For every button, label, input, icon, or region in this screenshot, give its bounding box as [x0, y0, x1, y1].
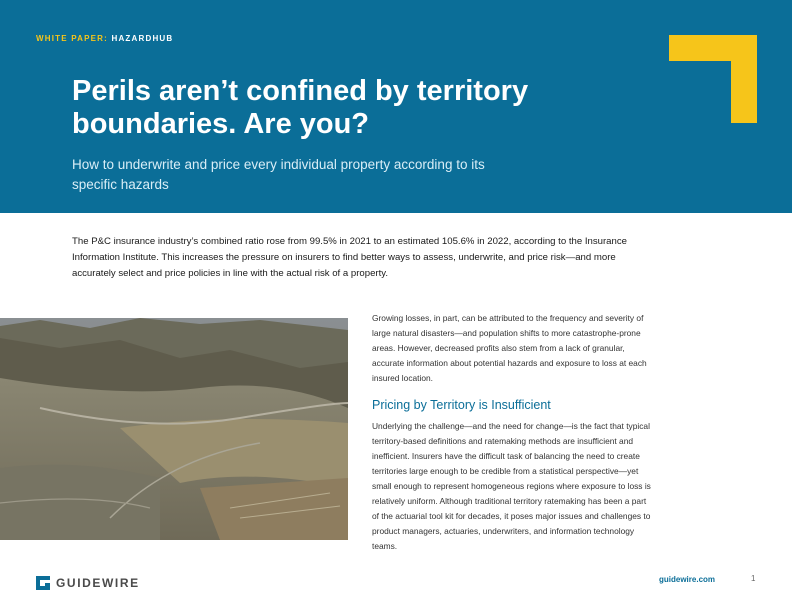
guidewire-logo-icon	[36, 576, 50, 590]
brand-name: GUIDEWIRE	[56, 576, 140, 590]
intro-paragraph: The P&C insurance industry’s combined ratio rose from 99.5% in 2021 to an estimated 105.6% in 2022, according to the Insurance Information Institute. This increases the pressure on insurers to find better ways to assess, underwrite, and price risk—and more accurately select and price policies in line with the actual risk of a property.	[72, 236, 627, 279]
body-column	[372, 311, 652, 554]
section-heading: Pricing by Territory is Insufficient	[372, 398, 551, 412]
page-title: Perils aren’t confined by territory boundaries. Are you?	[72, 75, 529, 140]
body-paragraph: Underlying the challenge—and the need for change—is the fact that typical territory-based definitions and ratemaking methods are insufficient and inefficient. Insurers have the difficult task of balancing the need to create territories large enough to be credible from a statistical perspective—yet small enough to represent homogeneous regions where exposure to loss is relatively uniform. Although traditional territory ratemaking has been a part of the actuarial tool kit for decades, it poses major issues and challenges to product managers, actuaries, underwriters, and information technology teams.	[372, 421, 651, 551]
page-subtitle: How to underwrite and price every individual property according to its specific hazards	[72, 157, 485, 192]
corner-bracket-icon	[669, 35, 757, 123]
guidewire-logo[interactable]	[36, 575, 140, 591]
eyebrow-label	[36, 34, 173, 43]
website-link[interactable]: guidewire.com	[659, 575, 716, 584]
hero-banner	[0, 0, 792, 213]
eyebrow-type: WHITE PAPER:	[36, 34, 109, 43]
page-number: 1	[751, 574, 756, 583]
eyebrow-product: HAZARDHUB	[111, 34, 174, 43]
aerial-photo	[0, 318, 348, 540]
body-paragraph: Growing losses, in part, can be attributed to the frequency and severity of large natural disasters—and population shifts to more catastrophe-prone areas. However, decreased profits also stem from a lack of granular, accurate information about potential hazards and exposure to loss at each insured location.	[372, 313, 647, 383]
